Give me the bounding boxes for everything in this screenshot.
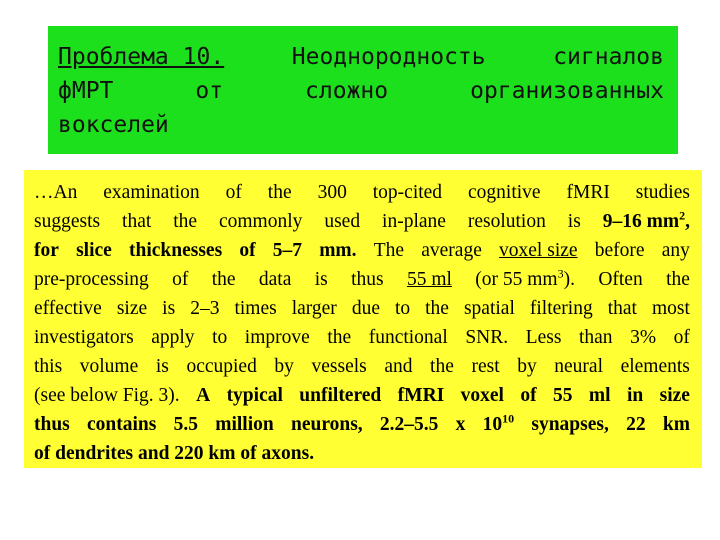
body-line-2 [34, 207, 690, 236]
body-line-9 [34, 410, 690, 439]
body-word: before [594, 240, 645, 261]
body-word: studies [635, 182, 690, 203]
body-word: times [234, 298, 277, 319]
body-word: and [384, 356, 413, 377]
body-word: 5.5 [173, 414, 198, 435]
body-text: (see below Fig. 3). [34, 385, 180, 406]
superscript: 10 [502, 411, 515, 426]
underlined-term: voxel size [499, 240, 578, 261]
body-word: 55 [553, 385, 573, 406]
body-word: spatial [463, 298, 515, 319]
body-word: Less [525, 327, 562, 348]
body-word: unfiltered [299, 385, 382, 406]
body-word: voxel [460, 385, 504, 406]
title-word: сигналов [553, 44, 664, 70]
body-word: top-cited [372, 182, 443, 203]
title-word: фМРТ [58, 78, 114, 104]
body-word: apply [151, 327, 195, 348]
body-word: larger [291, 298, 337, 319]
body-line-5 [34, 294, 690, 323]
body-word: Often [598, 269, 643, 290]
body-word: data [258, 269, 292, 290]
body-word: the [211, 269, 236, 290]
body-word: The [373, 240, 405, 261]
body-word: elements [620, 356, 690, 377]
body-word: of [239, 240, 256, 261]
body-word: most [651, 298, 690, 319]
body-word: to [212, 327, 228, 348]
body-word: functional [368, 327, 448, 348]
underlined-term: 55 ml [406, 269, 452, 290]
body-word: in-plane [382, 211, 446, 232]
body-word: of [520, 385, 537, 406]
body-word: A [196, 385, 211, 406]
body-word: that [122, 211, 152, 232]
body-text: (or 55 mm [475, 269, 558, 290]
body-text: 9–16 mm [602, 211, 680, 232]
body-line-7 [34, 352, 690, 381]
body-word: neural [554, 356, 603, 377]
body-word: thicknesses [128, 240, 223, 261]
problem-label: Проблема 10. [58, 44, 225, 70]
body-word: to [394, 298, 411, 319]
superscript: 3 [557, 266, 564, 281]
body-word: resolution [467, 211, 546, 232]
title-word: сложно [305, 78, 389, 104]
body-word: size [659, 385, 690, 406]
body-word: by [517, 356, 537, 377]
body-word: …An [34, 182, 78, 203]
body-word: 2.2–5.5 [379, 414, 439, 435]
body-word: effective [34, 298, 102, 319]
body-word: occupied [186, 356, 257, 377]
body-line-6 [34, 323, 690, 352]
title-box [48, 26, 678, 154]
body-line-10 [34, 439, 690, 468]
body-word: 2–3 [190, 298, 220, 319]
body-word: the [327, 327, 352, 348]
body-word: average [421, 240, 482, 261]
body-text: ). [563, 269, 575, 290]
body-word: for [34, 240, 59, 261]
body-word: size [116, 298, 148, 319]
body-word: due [351, 298, 380, 319]
body-word: is [162, 298, 176, 319]
body-word: thus [34, 414, 70, 435]
body-word: pre-processing [34, 269, 149, 290]
title-line-3 [58, 108, 664, 142]
body-line-8 [34, 381, 690, 410]
body-word: contains [87, 414, 157, 435]
body-word: SNR. [465, 327, 509, 348]
body-word: 5–7 [272, 240, 303, 261]
body-word: is [314, 269, 328, 290]
body-word: is [567, 211, 581, 232]
body-word: than [578, 327, 613, 348]
body-word: fMRI [397, 385, 445, 406]
body-word: the [267, 182, 292, 203]
body-word: rest [471, 356, 500, 377]
body-word: the [425, 298, 449, 319]
body-word [475, 265, 575, 294]
body-word: commonly [218, 211, 303, 232]
body-word: 300 [317, 182, 347, 203]
body-word: investigators [34, 327, 134, 348]
body-word: fMRI [566, 182, 610, 203]
body-word: x [455, 414, 466, 435]
body-word: any [661, 240, 690, 261]
body-word: filtering [529, 298, 593, 319]
title-word: от [195, 78, 224, 104]
body-word: the [666, 269, 690, 290]
body-word: cognitive [468, 182, 541, 203]
body-word: volume [79, 356, 139, 377]
body-word: 22 [626, 414, 646, 435]
body-word: neurons, [290, 414, 363, 435]
title-line-1 [58, 40, 664, 74]
superscript: 2 [679, 208, 686, 223]
body-word [603, 207, 690, 236]
body-word: mm. [319, 240, 357, 261]
body-word: in [626, 385, 644, 406]
body-word: 3% [630, 327, 657, 348]
body-text: of dendrites and 220 km of axons. [34, 443, 315, 464]
body-word: is [155, 356, 169, 377]
body-word: thus [351, 269, 384, 290]
body-word: the [430, 356, 454, 377]
body-line-3 [34, 236, 690, 265]
body-word: examination [103, 182, 200, 203]
body-word [483, 410, 515, 439]
body-word: synapses, [531, 414, 609, 435]
body-text: , [685, 211, 690, 232]
body-word: km [662, 414, 690, 435]
body-word: by [274, 356, 294, 377]
body-line-4 [34, 265, 690, 294]
body-word: suggests [34, 211, 101, 232]
body-word: of [172, 269, 189, 290]
body-word: that [607, 298, 637, 319]
body-word: used [324, 211, 361, 232]
body-text-box [24, 170, 702, 468]
body-word: ml [588, 385, 611, 406]
body-word: typical [226, 385, 283, 406]
body-word: vessels [311, 356, 367, 377]
body-word: of [673, 327, 690, 348]
body-word: improve [244, 327, 310, 348]
title-word: организованных [470, 78, 664, 104]
title-line-2 [58, 74, 664, 108]
body-word: slice [76, 240, 112, 261]
body-word: this [34, 356, 63, 377]
title-word: вокселей [58, 112, 169, 138]
body-text: 10 [482, 414, 503, 435]
body-line-1 [34, 178, 690, 207]
body-word: the [173, 211, 198, 232]
body-word: million [215, 414, 274, 435]
title-word: Неоднородность [291, 44, 486, 70]
body-word: of [225, 182, 242, 203]
